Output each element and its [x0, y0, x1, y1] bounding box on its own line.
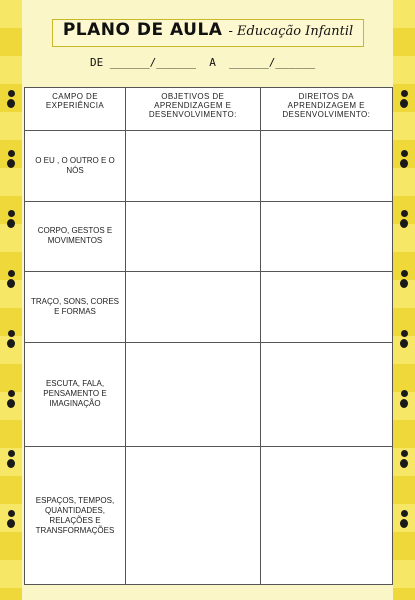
direitos-cell[interactable] [260, 131, 392, 202]
column-header-campo: CAMPO DE EXPERIÊNCIA [25, 88, 126, 131]
lesson-plan-table [24, 87, 393, 585]
ant-icon [5, 330, 17, 348]
ant-icon [398, 390, 410, 408]
direitos-cell[interactable] [260, 342, 392, 446]
ant-icon [5, 90, 17, 108]
column-header-direitos: DIREITOS DA APRENDIZAGEM E DESENVOLVIMENTO: [260, 88, 392, 131]
ant-icon [398, 450, 410, 468]
table-row [25, 342, 393, 446]
page-title: PLANO DE AULA [62, 20, 223, 40]
ant-icon [398, 90, 410, 108]
row-label: TRAÇO, SONS, CORES E FORMAS [25, 272, 126, 343]
direitos-cell[interactable] [260, 201, 392, 272]
direitos-cell[interactable] [260, 272, 392, 343]
ant-icon [5, 510, 17, 528]
ant-icon [5, 150, 17, 168]
column-header-objetivos: OBJETIVOS DE APRENDIZAGEM E DESENVOLVIMENTO: [126, 88, 261, 131]
objetivos-cell[interactable] [126, 447, 261, 585]
ant-icon [5, 270, 17, 288]
ant-icon [398, 330, 410, 348]
left-border-decoration [0, 0, 22, 600]
row-label: CORPO, GESTOS E MOVIMENTOS [25, 201, 126, 272]
objetivos-cell[interactable] [126, 272, 261, 343]
date-range-field[interactable]: DE ______/______ A ______/______ [90, 56, 316, 69]
table-row [25, 201, 393, 272]
objetivos-cell[interactable] [126, 131, 261, 202]
objetivos-cell[interactable] [126, 201, 261, 272]
row-label: O EU , O OUTRO E O NÓS [25, 131, 126, 202]
right-border-decoration [393, 0, 415, 600]
ant-icon [398, 510, 410, 528]
table-header-row [25, 88, 393, 131]
table-row [25, 131, 393, 202]
page-subtitle: - Educação Infantil [228, 24, 354, 39]
title-banner [52, 19, 364, 47]
table-row [25, 272, 393, 343]
ant-icon [5, 450, 17, 468]
ant-icon [5, 390, 17, 408]
direitos-cell[interactable] [260, 447, 392, 585]
ant-icon [398, 270, 410, 288]
ant-icon [398, 210, 410, 228]
row-label: ESCUTA, FALA, PENSAMENTO E IMAGINAÇÃO [25, 342, 126, 446]
ant-icon [398, 150, 410, 168]
table-row [25, 447, 393, 585]
objetivos-cell[interactable] [126, 342, 261, 446]
row-label: ESPAÇOS, TEMPOS, QUANTIDADES, RELAÇÕES E TRANSFORMAÇÕES [25, 447, 126, 585]
ant-icon [5, 210, 17, 228]
